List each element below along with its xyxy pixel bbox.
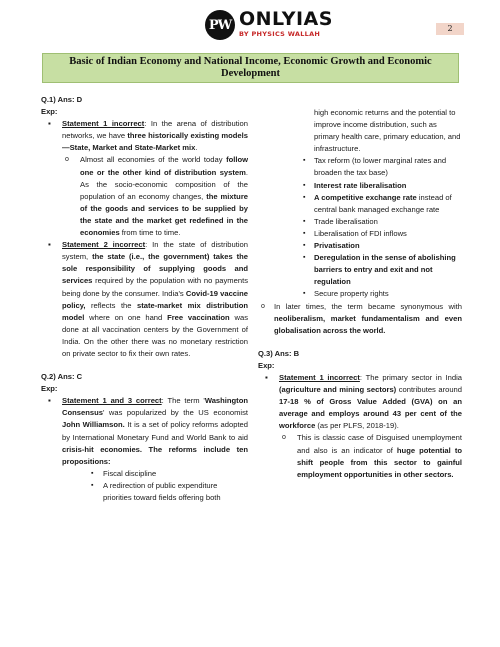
q1-sub-point	[41, 154, 248, 239]
left-column	[41, 94, 248, 504]
q1-sub-text-3: from time to time.	[119, 228, 181, 238]
q1-s2-text-5: was done at all vaccination centers by the Government of India. On the other there was no monetary restriction on private sector to fix their own rates.	[62, 312, 248, 358]
q2-statement	[41, 395, 248, 468]
item-text: instead of central bank managed exchange rate	[314, 192, 452, 214]
q1-s2-label: Statement 2 incorrect	[62, 240, 146, 250]
page-header	[0, 0, 500, 50]
brand-tagline: BY PHYSICS WALLAH	[239, 30, 321, 38]
item-bold: Privatisation	[314, 241, 360, 251]
q3-sub-text: This is classic case of Disguised unemployment and also is an indicator of	[297, 433, 462, 455]
q3-s-text-1: : The primary sector in India	[359, 372, 462, 382]
q2-continued-text: high economic returns and the potential to improve income distribution, such as primary health care, primary education, and infrastructure.	[314, 108, 461, 154]
q2-s-bold-1: Washington Consensus	[62, 396, 248, 418]
list-item	[258, 180, 462, 192]
q1-exp-label: Exp:	[41, 107, 58, 117]
q1-s2-text-3: reflects the	[85, 300, 137, 310]
q1-statement-1	[41, 118, 248, 154]
q3-s-bold-2: 17-18 % of Gross Value Added (GVA) on an average and employs around 43 per cent of the workforce	[279, 397, 462, 431]
item-text: Liberalisation of FDI inflows	[314, 228, 407, 238]
q3-s-bold-1: (agriculture and mining sectors)	[279, 385, 397, 395]
q1-s2-text-1: : In the state of distribution system,	[62, 240, 248, 262]
q3-statement	[258, 372, 462, 432]
list-item	[258, 252, 462, 288]
brand-name: ONLYIAS	[239, 8, 333, 30]
q2-s-label: Statement 1 and 3 correct	[62, 396, 162, 406]
right-column	[258, 107, 462, 481]
q1-sub-bold-2: the mixture of the goods and services to be supplied by the state and the market get redefined in the economies	[80, 191, 248, 238]
q2-s-bold-2: John Williamson.	[62, 420, 125, 430]
list-item	[258, 228, 462, 240]
item-bold: A competitive exchange rate	[314, 192, 417, 202]
q1-s2-bold-4: Free vaccination	[167, 312, 230, 322]
q3-exp-label: Exp:	[258, 360, 275, 370]
item-text: Secure property rights	[314, 289, 389, 299]
q2-sub-point	[258, 301, 462, 337]
list-item	[258, 240, 462, 252]
q3-sub-point	[258, 432, 462, 480]
q1-sub-text-1: Almost all economies of the world today	[80, 155, 227, 165]
q2-exp-label: Exp:	[41, 384, 58, 394]
q3-s-text-3: (as per PLFS, 2018-19).	[315, 421, 399, 431]
q2-sub-text: In later times, the term became synonymous with	[274, 301, 462, 311]
list-item	[258, 192, 462, 216]
item-text: Tax reform (to lower marginal rates and broaden the tax base)	[314, 156, 447, 178]
pw-logo-icon	[205, 10, 235, 40]
q1-s2-bold-3: state-market mix distribution model	[62, 300, 248, 322]
q2-sub-bold: neoliberalism, market fundamentalism and even globalisation across the world.	[274, 313, 462, 335]
list-item	[258, 288, 462, 300]
item-text: Trade liberalisation	[314, 216, 378, 226]
item-bold: Interest rate liberalisation	[314, 180, 407, 190]
q1-sub-bold-1: follow one or the other kind of distribution system	[80, 155, 248, 177]
list-item: ▪ A redirection of public expenditure priorities toward fields offering both	[41, 480, 248, 504]
list-item	[258, 216, 462, 228]
q1-s1-bold: three historically existing models—State, Market and State-Market mix	[62, 131, 248, 153]
document-title: Basic of Indian Economy and National Income, Economic Growth and Economic Development	[42, 53, 459, 83]
list-item: ▪ Fiscal discipline	[41, 468, 248, 480]
brand-logo	[239, 10, 333, 38]
q1-s2-text-2: required by the population with no payments being done by the consumer. India's	[62, 276, 248, 298]
q1-heading: Q.1) Ans: D	[41, 95, 83, 104]
logo-text: PW	[208, 17, 232, 33]
q1-sub-text-2: . As the socio-economic composition of the population of an economy changes,	[80, 167, 248, 201]
q3-heading: Q.3) Ans: B	[258, 348, 300, 358]
q1-s2-bold-2: Covid-19 vaccine policy,	[62, 288, 248, 310]
q3-sub-bold: huge potential to shift people from this sector to gainful employment opportunities in other sectors.	[297, 445, 462, 479]
list-item	[258, 155, 462, 179]
q1-s1-label: Statement 1 incorrect	[62, 119, 145, 129]
item-bold: Deregulation in the sense of abolishing barriers to entry and exit and not regulation	[314, 253, 456, 287]
page-number: 2	[436, 23, 464, 35]
q3-s-text-2: contributes around	[396, 385, 462, 395]
q2-s-text-3: It is a set of policy reforms adopted by International Monetary Fund and World Bank to aid	[62, 420, 248, 442]
q1-s2-bold-1: the state (i.e., the government) takes the sole responsibility of supplying goods and services	[62, 252, 248, 286]
q1-statement-2	[41, 239, 248, 360]
q1-s2-text-4: where on one hand	[84, 312, 168, 322]
q2-s-bold-3: crisis-hit economies. The reforms include ten propositions:	[62, 444, 248, 466]
q2-heading: Q.2) Ans: C	[41, 372, 83, 382]
q1-s1-text: : In the arena of distribution networks, we have	[62, 119, 248, 141]
q3-s-label: Statement 1 incorrect	[279, 372, 360, 382]
q2-s-text-2: ' was popularized by the US economist	[102, 408, 248, 418]
q1-s1-end: .	[195, 143, 198, 153]
q2-s-text-1: : The term '	[161, 396, 205, 406]
